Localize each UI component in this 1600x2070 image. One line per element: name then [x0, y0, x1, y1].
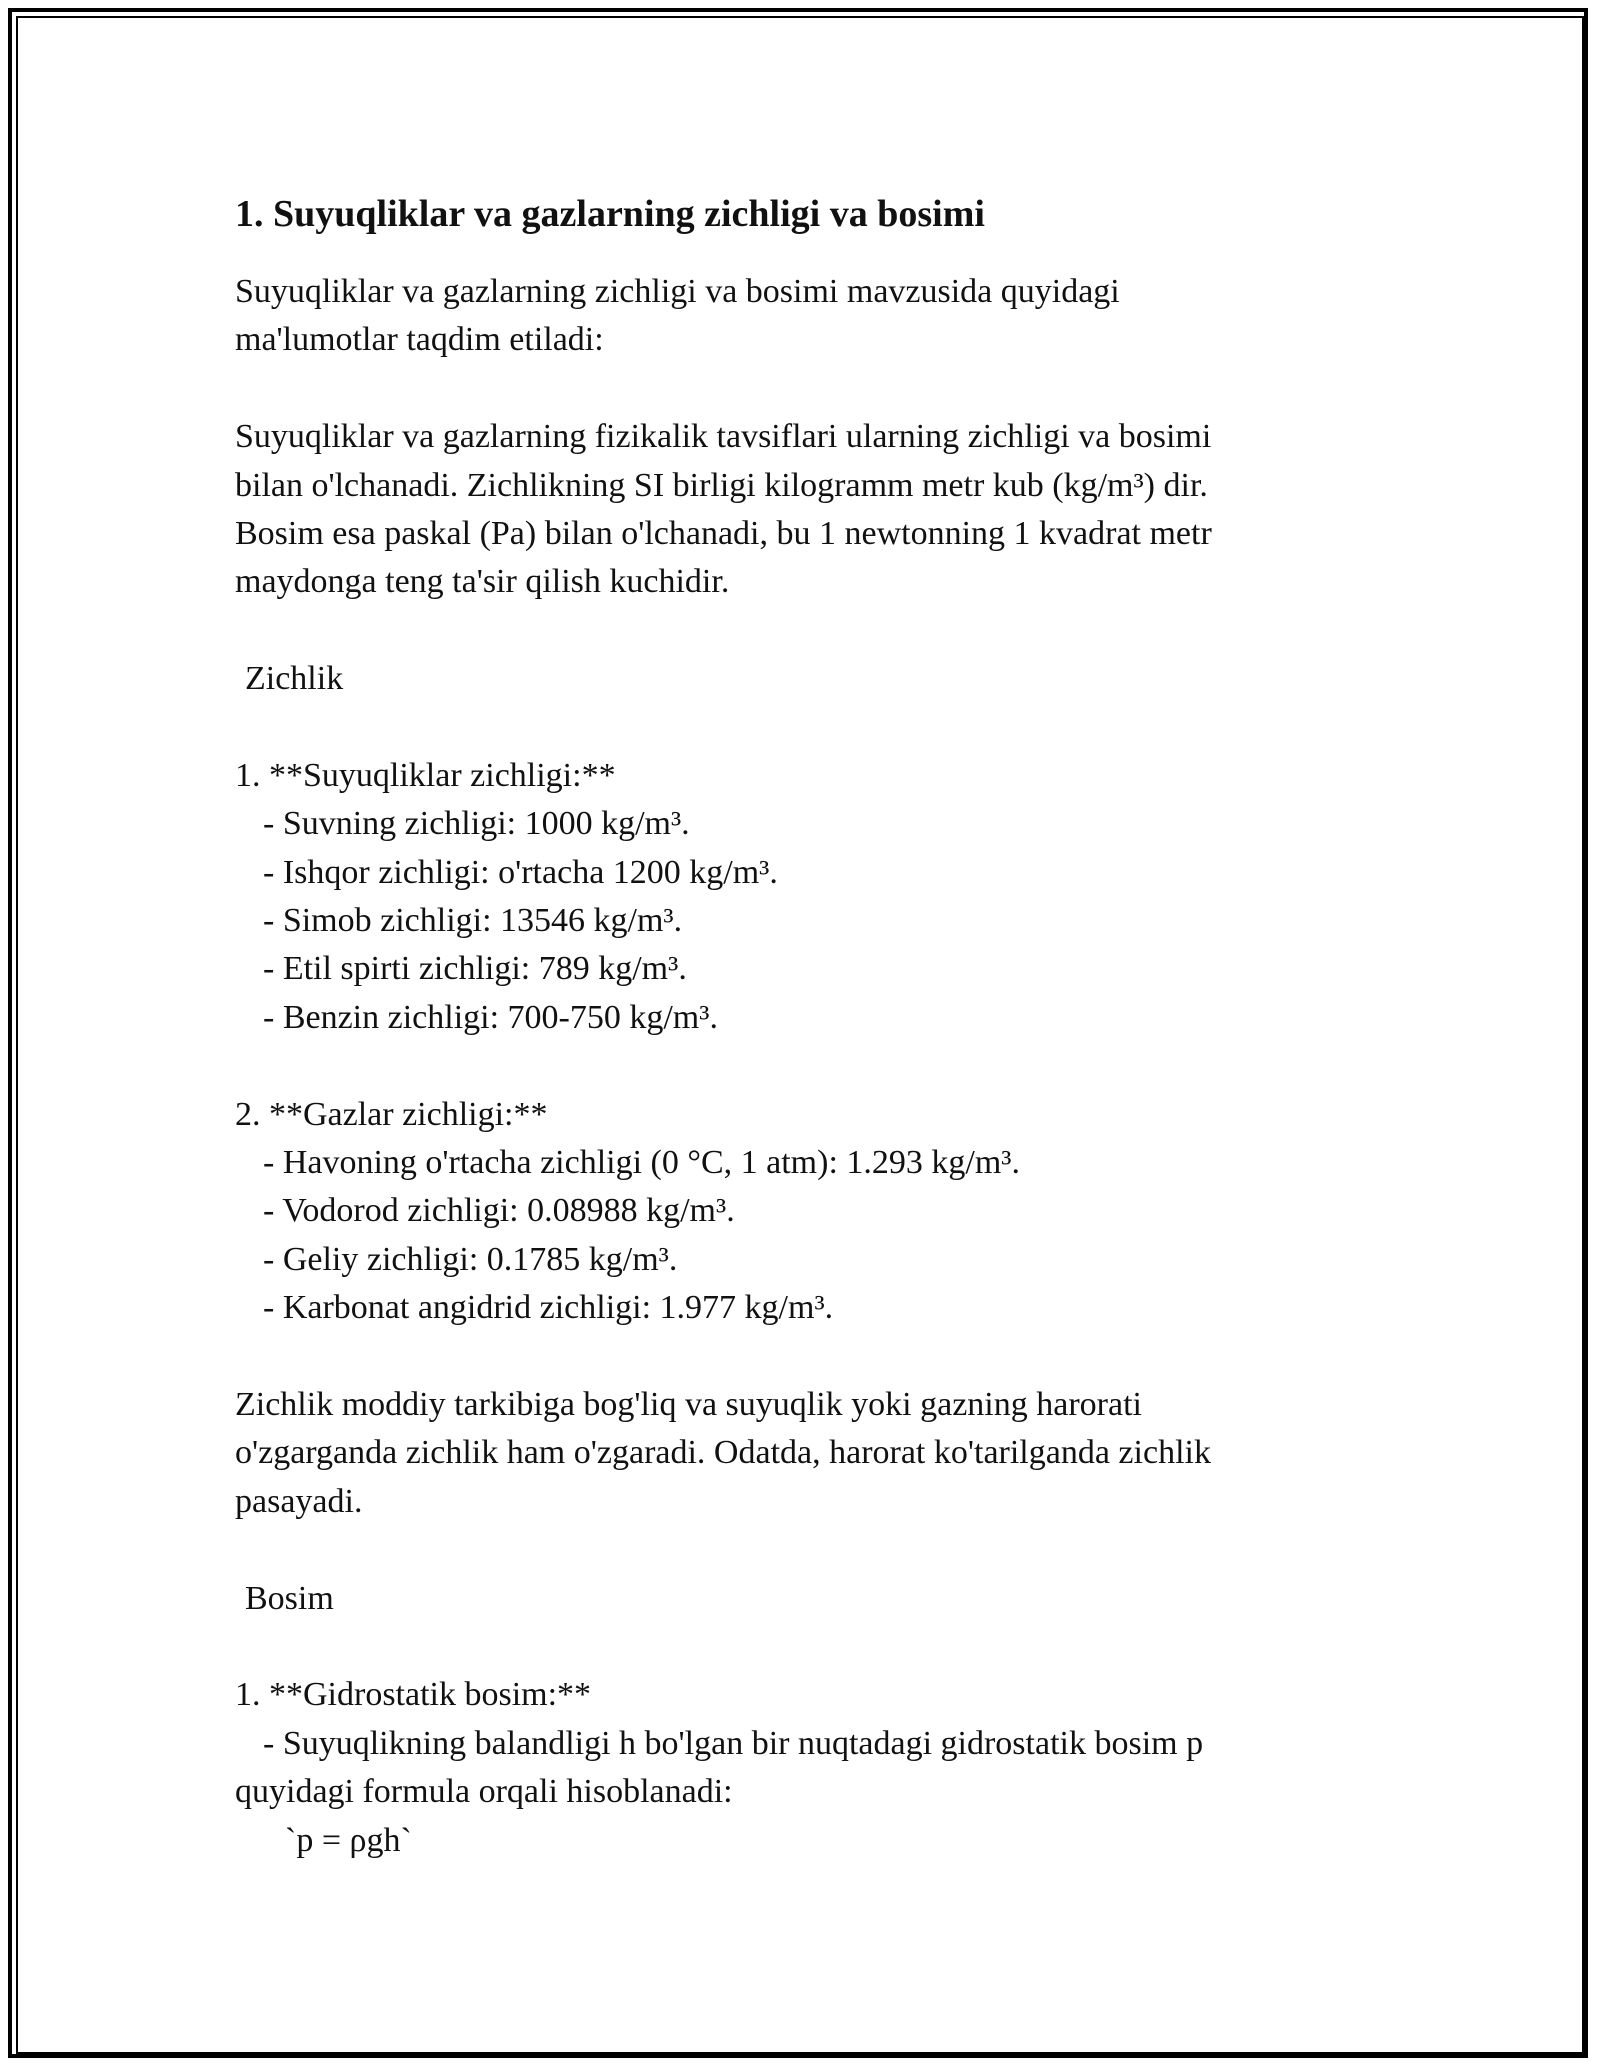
- spacer: [235, 365, 1355, 413]
- paragraph1-line-3: Bosim esa paskal (Pa) bilan o'lchanadi, bu 1 newtonning 1 kvadrat metr: [235, 514, 1212, 552]
- hydrostatic-heading: 1. **Gidrostatik bosim:**: [235, 1676, 592, 1714]
- section-heading-pressure: Bosim: [245, 1579, 334, 1617]
- spacer: [235, 607, 1355, 655]
- list-item: - Suyuqlikning balandligi h bo'lgan bir nuqtadagi gidrostatik bosim p: [263, 1724, 1204, 1762]
- intro-line-1: Suyuqliklar va gazlarning zichligi va bosimi mavzusida quyidagi: [235, 273, 1120, 310]
- spacer: [235, 1333, 1355, 1381]
- list-item: - Benzin zichligi: 700-750 kg/m³.: [263, 998, 718, 1036]
- section-heading-density: Zichlik: [245, 660, 344, 698]
- list-item: - Vodorod zichligi: 0.08988 kg/m³.: [263, 1192, 735, 1230]
- list-item: - Geliy zichligi: 0.1785 kg/m³.: [263, 1240, 678, 1278]
- spacer: [235, 1526, 1355, 1574]
- spacer: [235, 1623, 1355, 1671]
- list-item: - Havoning o'rtacha zichligi (0 °C, 1 atm): 1.293 kg/m³.: [263, 1144, 1020, 1182]
- spacer: [235, 1042, 1355, 1090]
- list-item: - Simob zichligi: 13546 kg/m³.: [263, 902, 683, 940]
- gases-heading: 2. **Gazlar zichligi:**: [235, 1095, 548, 1133]
- paragraph2-line-3: pasayadi.: [235, 1482, 363, 1520]
- list-item: - Suvning zichligi: 1000 kg/m³.: [263, 805, 690, 843]
- page-title: 1. Suyuqliklar va gazlarning zichligi va bosimi: [235, 193, 985, 235]
- list-item-continuation: quyidagi formula orqali hisoblanadi:: [235, 1773, 733, 1811]
- paragraph2-line-2: o'zgarganda zichlik ham o'zgaradi. Odatda, harorat ko'tarilganda zichlik: [235, 1434, 1211, 1472]
- paragraph1-line-1: Suyuqliklar va gazlarning fizikalik tavsiflari ularning zichligi va bosimi: [235, 418, 1212, 456]
- paragraph1-line-4: maydonga teng ta'sir qilish kuchidir.: [235, 563, 730, 601]
- spacer: [235, 704, 1355, 752]
- formula: `p = ρgh`: [285, 1821, 412, 1859]
- list-item: - Karbonat angidrid zichligi: 1.977 kg/m³.: [263, 1289, 834, 1327]
- list-item: - Ishqor zichligi: o'rtacha 1200 kg/m³.: [263, 853, 778, 891]
- list-item: - Etil spirti zichligi: 789 kg/m³.: [263, 950, 687, 988]
- paragraph1-line-2: bilan o'lchanadi. Zichlikning SI birligi kilogramm metr kub (kg/m³) dir.: [235, 466, 1208, 504]
- paragraph2-line-1: Zichlik moddiy tarkibiga bog'liq va suyuqlik yoki gazning harorati: [235, 1385, 1142, 1423]
- document-body: [235, 186, 1355, 1865]
- intro-line-2: ma'lumotlar taqdim etiladi:: [235, 321, 604, 359]
- liquids-heading: 1. **Suyuqliklar zichligi:**: [235, 756, 616, 794]
